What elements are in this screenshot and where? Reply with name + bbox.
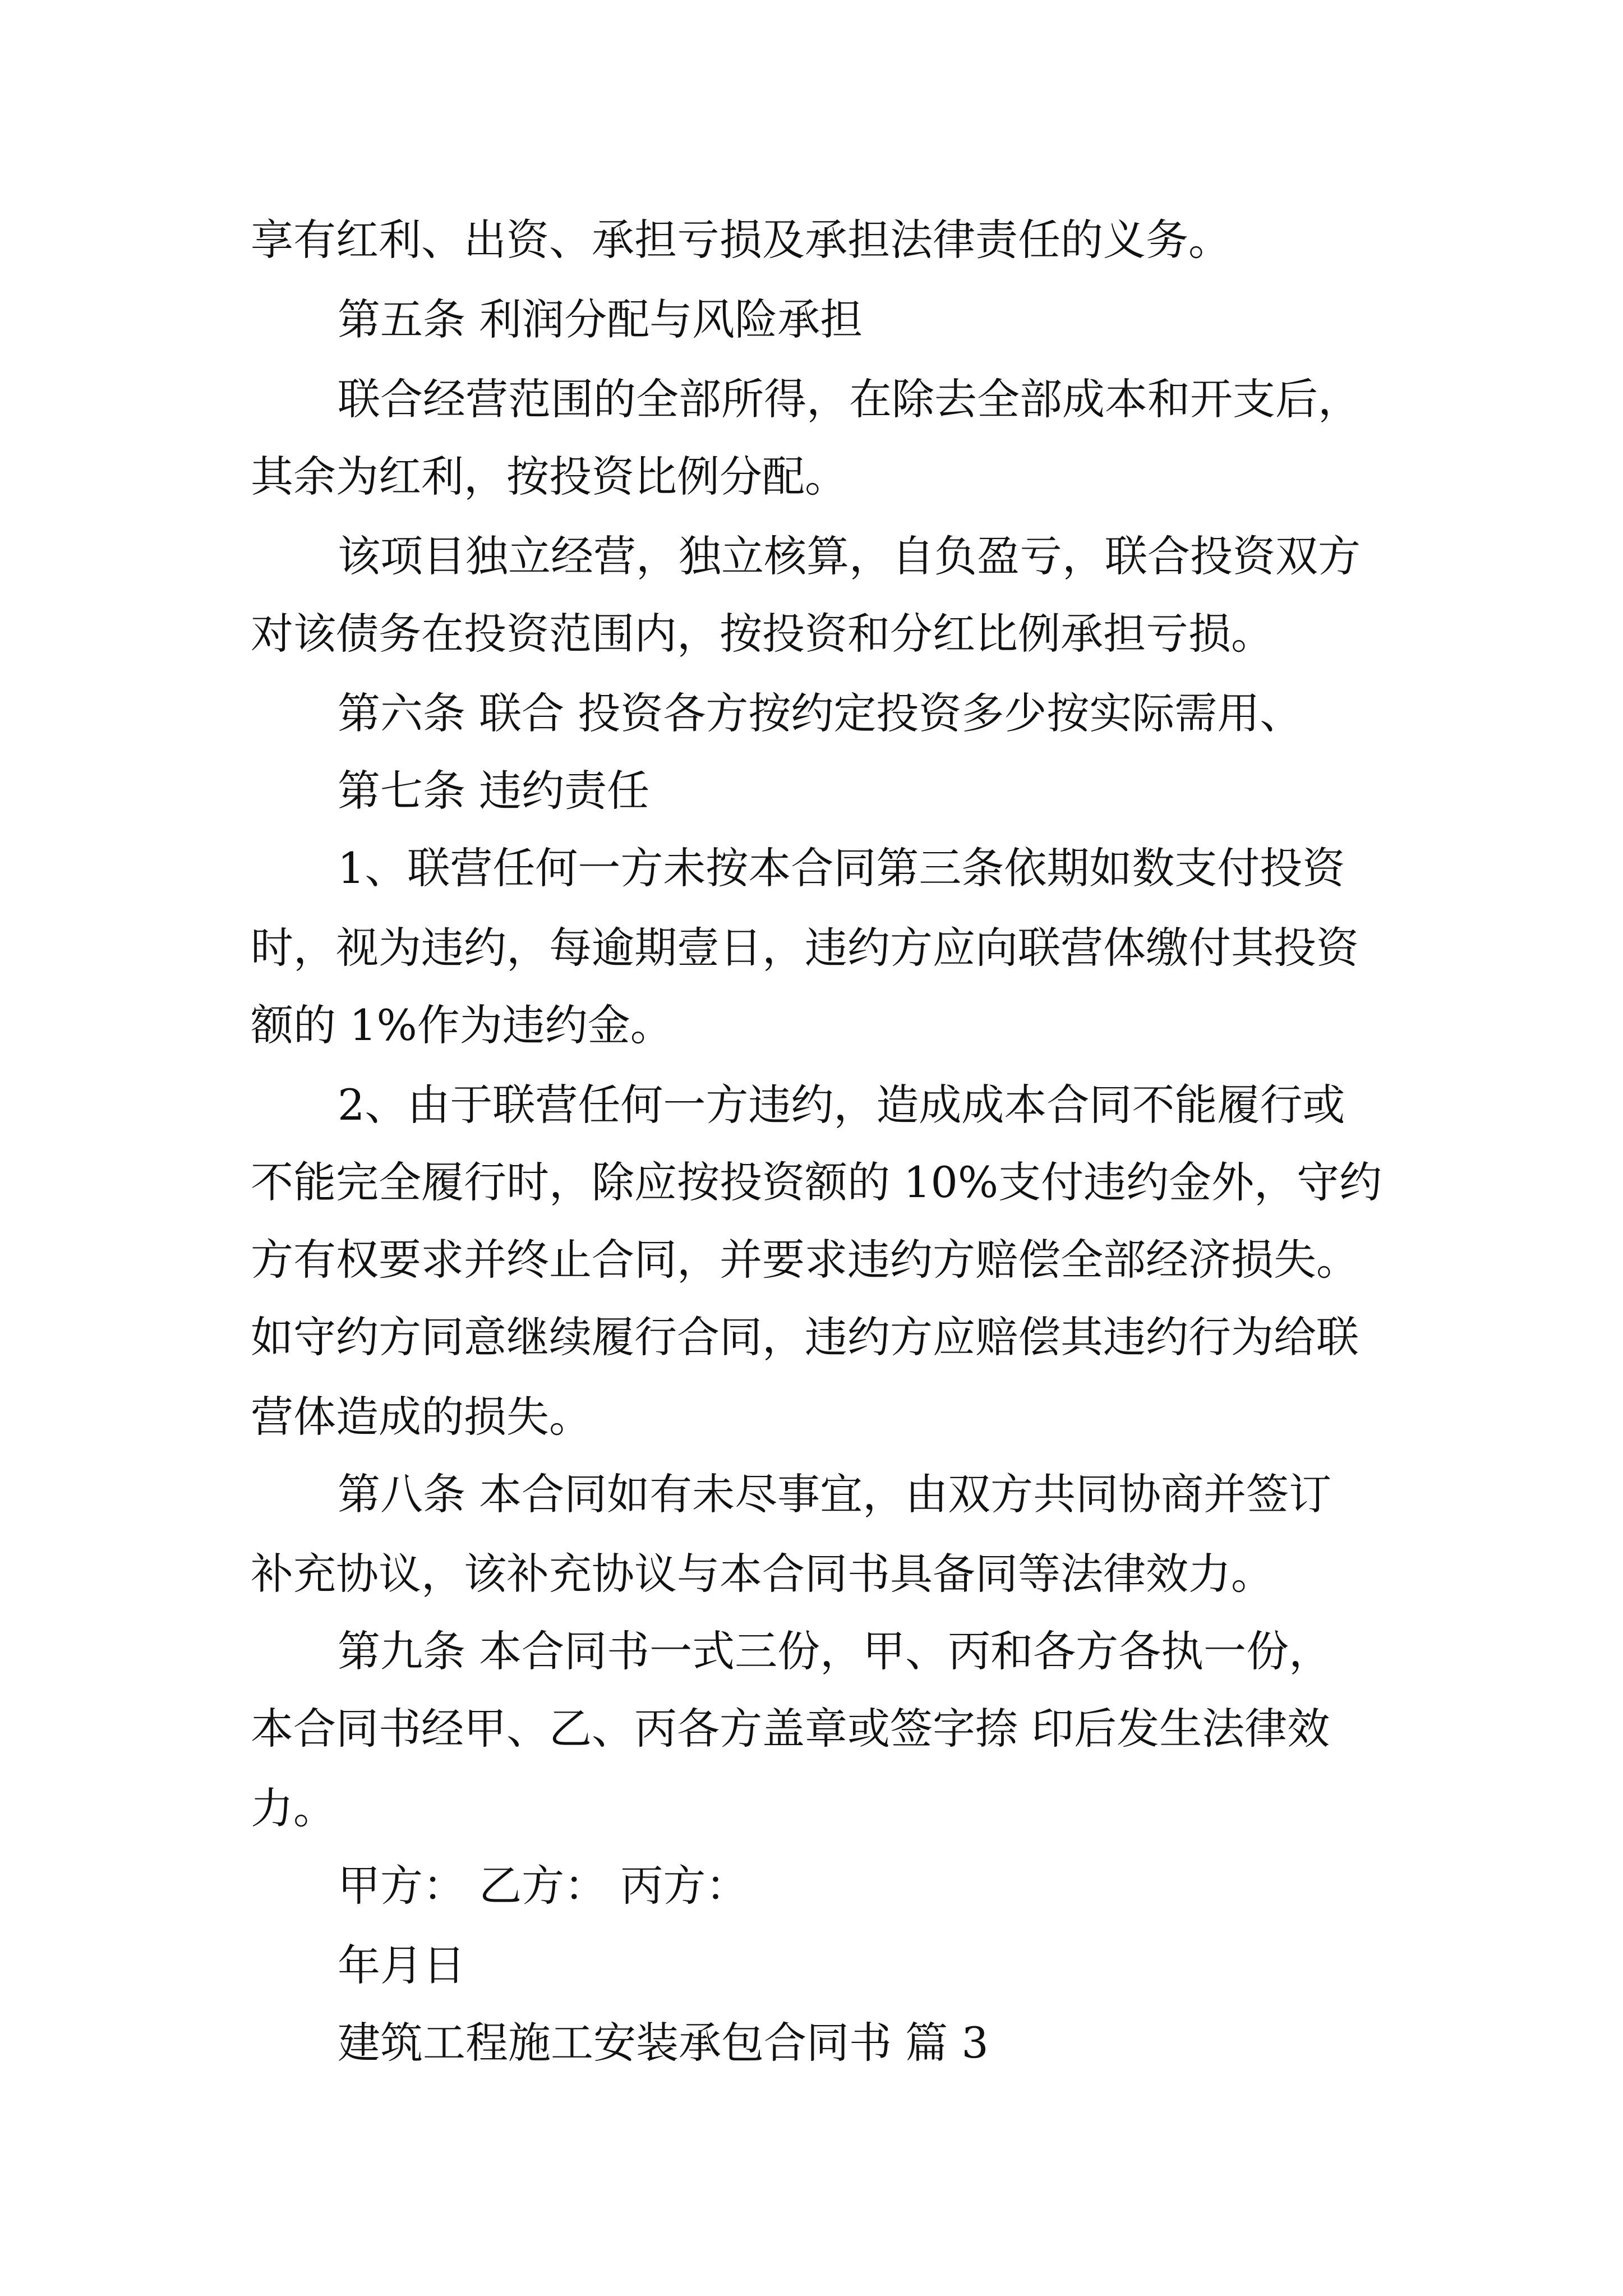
- article-heading: 第八条 本合同如有未尽事宜，由双方共同协商并签订: [338, 1469, 1332, 1519]
- text-line: 额的 1%作为违约金。: [251, 1000, 673, 1050]
- text-line: 对该债务在投资范围内，按投资和分红比例承担亏损。: [251, 609, 1274, 659]
- text-line: 如守约方同意继续履行合同，违约方应赔偿其违约行为给联: [251, 1312, 1359, 1362]
- text-line: 联合经营范围的全部所得，在除去全部成本和开支后，: [338, 374, 1361, 424]
- text-line: 其余为红利，按投资比例分配。: [251, 452, 847, 501]
- article-heading: 第七条 违约责任: [338, 766, 650, 816]
- text-line: 享有红利、出资、承担亏损及承担法律责任的义务。: [251, 215, 1231, 265]
- text-line: 该项目独立经营，独立核算，自负盈亏，联合投资双方: [338, 531, 1361, 581]
- text-line: 方有权要求并终止合同，并要求违约方赔偿全部经济损失。: [251, 1235, 1359, 1285]
- text-line: 1、联营任何一方未按本合同第三条依期如数支付投资: [338, 843, 1345, 893]
- text-line: 2、由于联营任何一方违约，造成成本合同不能履行或: [338, 1080, 1345, 1130]
- signature-parties: 甲方： 乙方： 丙方：: [338, 1861, 749, 1911]
- text-line: 不能完全履行时，除应按投资额的 10%支付违约金外，守约: [251, 1157, 1382, 1207]
- article-heading: 第六条 联合 投资各方按约定投资多少按实际需用、: [338, 688, 1303, 738]
- section-title: 建筑工程施工安装承包合同书 篇 3: [338, 2018, 989, 2068]
- text-line: 时，视为违约，每逾期壹日，违约方应向联营体缴付其投资: [251, 923, 1359, 973]
- text-line: 营体造成的损失。: [251, 1392, 592, 1442]
- text-line: 补充协议，该补充协议与本合同书具备同等法律效力。: [251, 1549, 1274, 1599]
- text-line: 本合同书经甲、乙、丙各方盖章或签字捺 印后发生法律效: [251, 1704, 1330, 1754]
- article-heading: 第九条 本合同书一式三份，甲、丙和各方各执一份，: [338, 1626, 1332, 1676]
- text-line: 力。: [251, 1783, 336, 1833]
- date-line: 年月日: [338, 1940, 465, 1990]
- article-heading: 第五条 利润分配与风险承担: [338, 295, 863, 344]
